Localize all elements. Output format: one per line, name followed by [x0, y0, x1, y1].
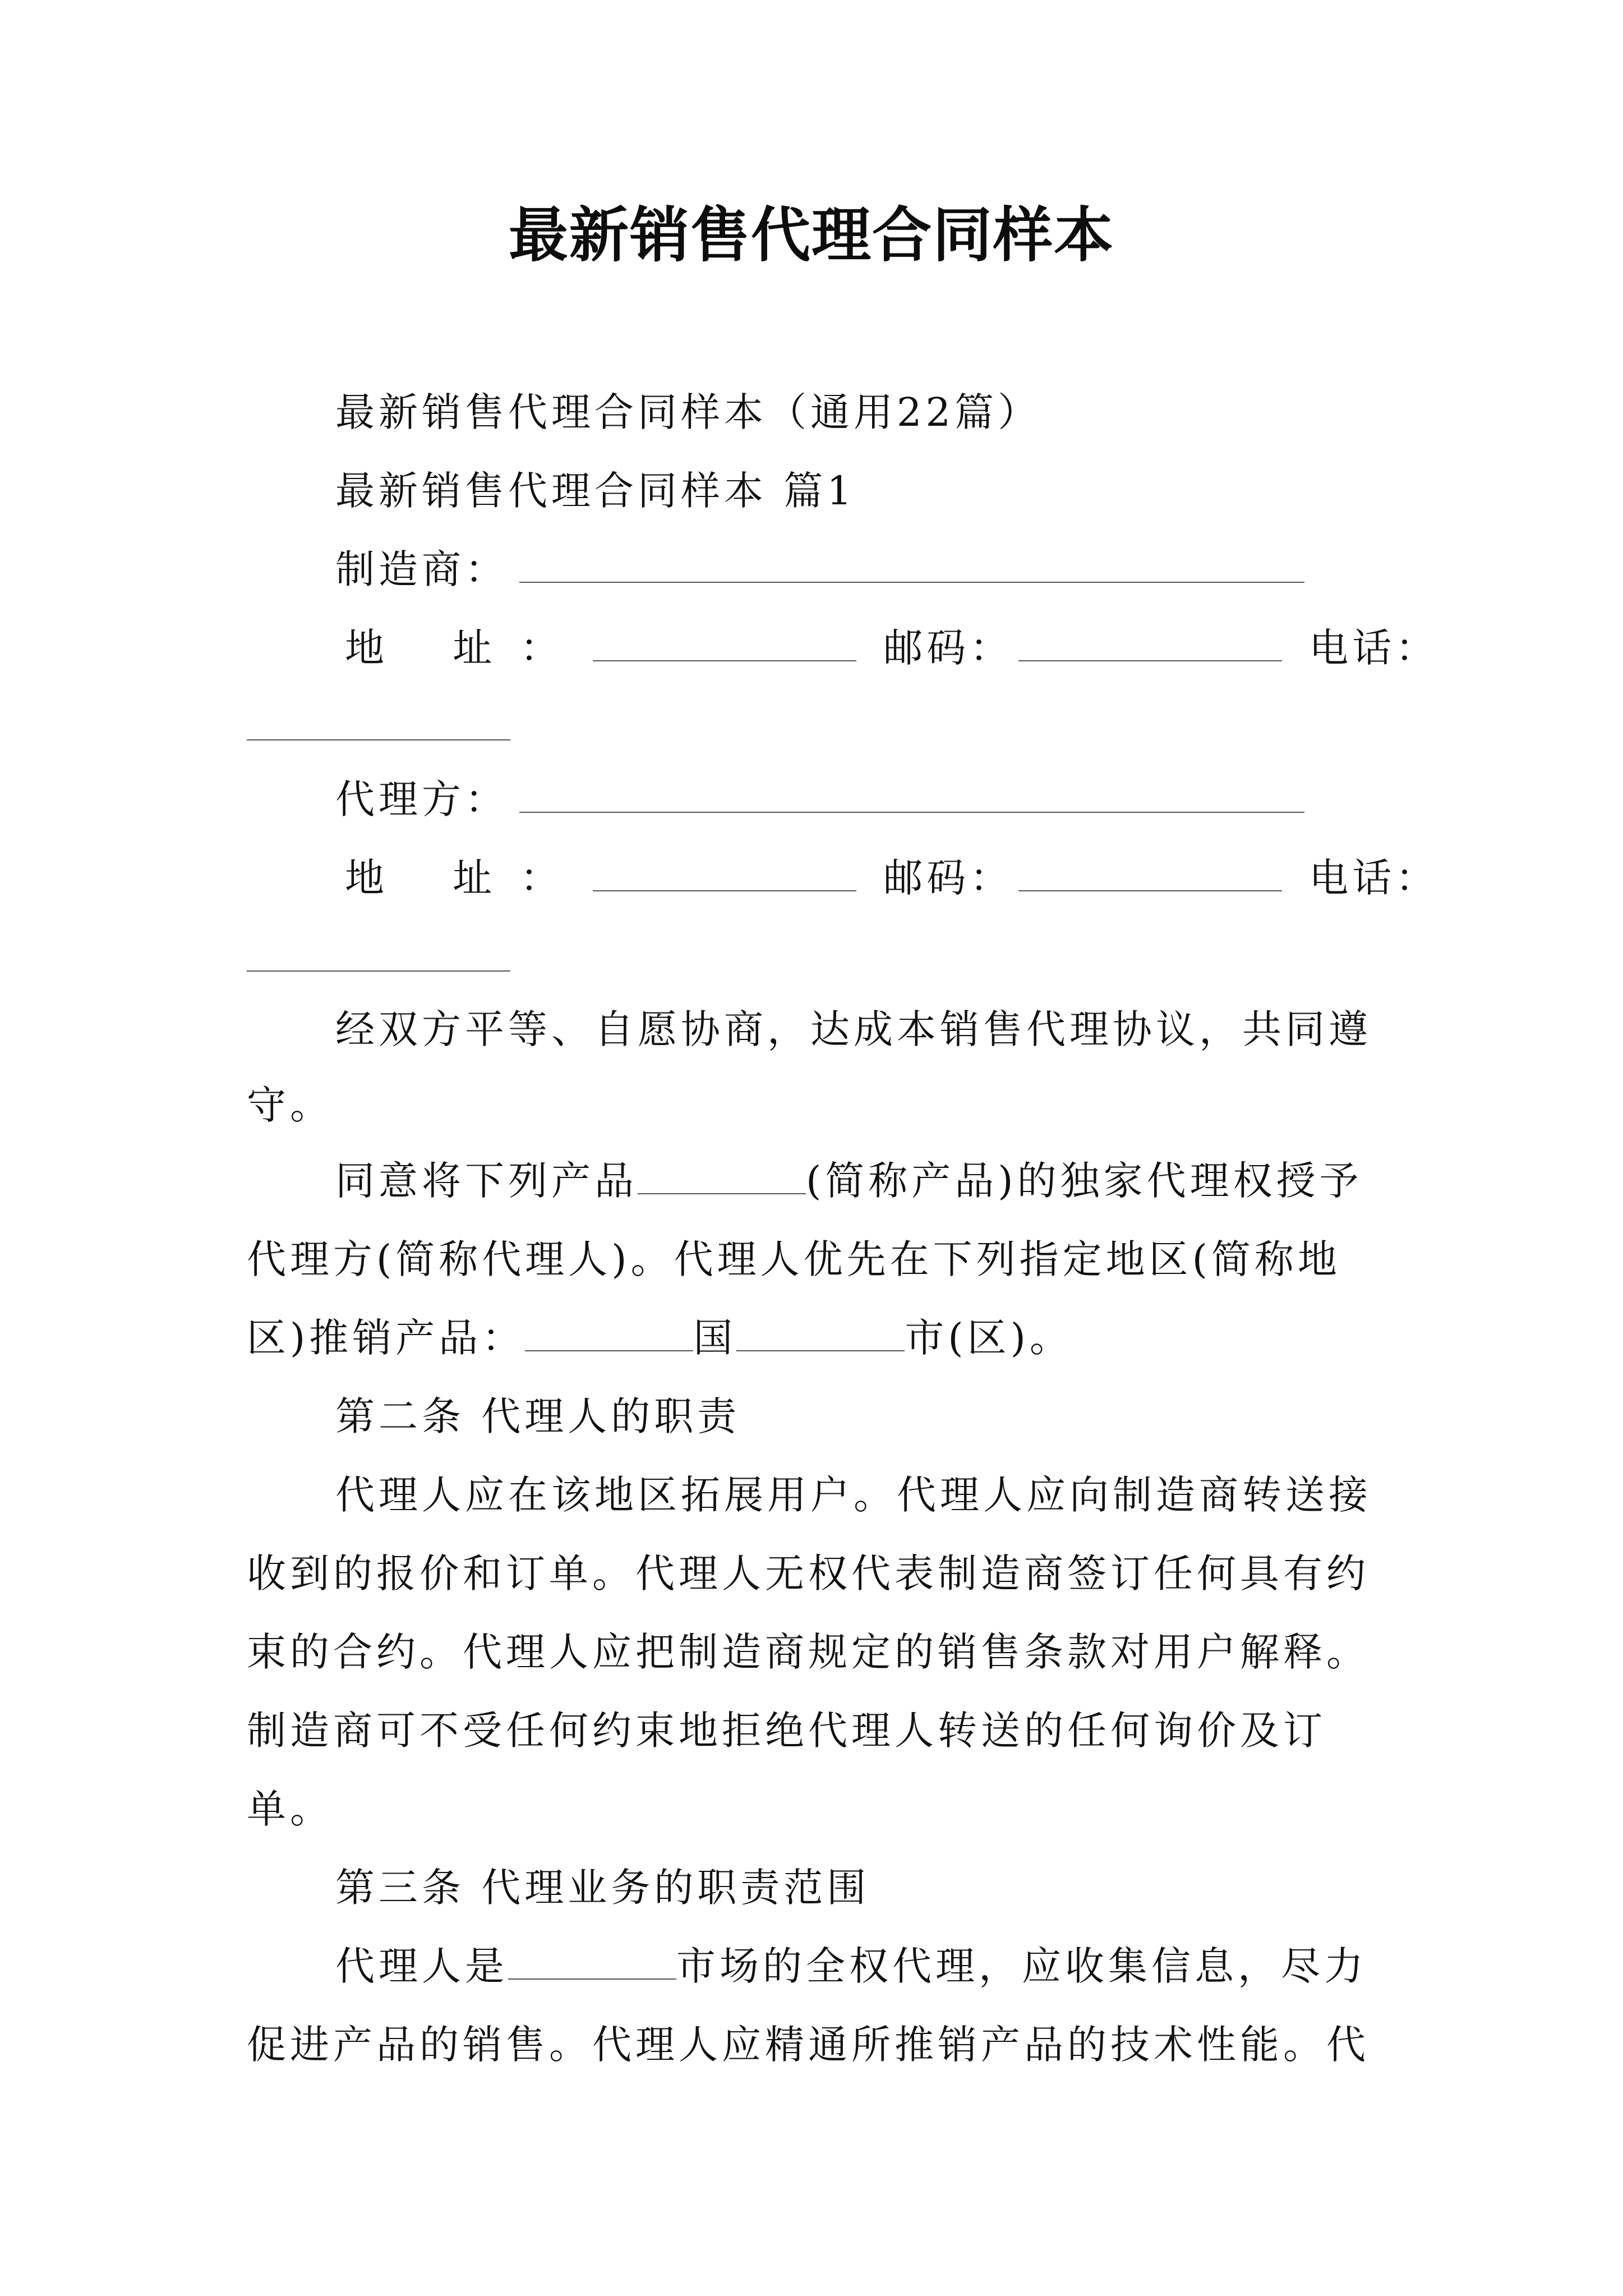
grant-paragraph-line	[247, 1313, 1073, 1363]
address-label: 地 址：	[345, 855, 588, 901]
article3-text: 代理人是	[335, 1943, 508, 1989]
city-blank	[736, 1317, 905, 1351]
address-blank	[593, 627, 856, 661]
grant-text: 市(区)。	[905, 1315, 1073, 1361]
country-blank	[525, 1317, 693, 1351]
section-heading: 最新销售代理合同样本 篇1	[335, 468, 856, 514]
phone-label: 电话：	[1309, 855, 1439, 901]
grant-text: 国	[693, 1315, 737, 1361]
market-blank	[508, 1945, 676, 1980]
postcode-blank	[1018, 627, 1282, 661]
article2-line: 代理人应在该地区拓展用户。代理人应向制造商转送接	[335, 1472, 1372, 1518]
agent-row	[335, 774, 1304, 825]
address-label: 地 址：	[345, 625, 588, 671]
agent-blank	[519, 778, 1304, 813]
manufacturer-label: 制造商：	[335, 546, 508, 592]
grant-text: 同意将下列产品	[335, 1158, 638, 1204]
article3-heading: 第三条 代理业务的职责范围	[335, 1865, 870, 1911]
article2-line: 收到的报价和订单。代理人无权代表制造商签订任何具有约	[247, 1550, 1370, 1596]
postcode-label: 邮码：	[883, 625, 1013, 671]
agreement-paragraph-line: 守。	[247, 1082, 333, 1128]
grant-text: 区)推销产品：	[247, 1315, 525, 1361]
document-title: 最新销售代理合同样本	[509, 201, 1114, 270]
address-blank	[593, 857, 856, 891]
postcode-label: 邮码：	[883, 855, 1013, 901]
phone-blank	[247, 739, 510, 740]
article2-heading: 第二条 代理人的职责	[335, 1393, 741, 1439]
agent-address-row	[345, 853, 1438, 903]
agreement-paragraph-line: 经双方平等、自愿协商，达成本销售代理协议，共同遵	[335, 1006, 1372, 1052]
phone-label: 电话：	[1309, 625, 1439, 671]
article2-line: 束的合约。代理人应把制造商规定的销售条款对用户解释。	[247, 1629, 1370, 1675]
phone-blank	[247, 970, 510, 972]
agent-label: 代理方：	[335, 776, 508, 822]
grant-paragraph-line	[335, 1156, 1363, 1206]
document-subtitle: 最新销售代理合同样本（通用22篇）	[335, 389, 1041, 435]
article2-line: 制造商可不受任何约束地拒绝代理人转送的任何询价及订	[247, 1708, 1326, 1754]
grant-text: (简称产品)的独家代理权授予	[806, 1158, 1363, 1204]
grant-paragraph-line: 代理方(简称代理人)。代理人优先在下列指定地区(简称地	[247, 1236, 1341, 1282]
article2-line: 单。	[247, 1786, 333, 1832]
article3-line: 促进产品的销售。代理人应精通所推销产品的技术性能。代	[247, 2022, 1370, 2068]
article3-text: 市场的全权代理，应收集信息，尽力	[676, 1943, 1367, 1989]
manufacturer-row	[335, 544, 1304, 595]
article3-line	[335, 1941, 1367, 1991]
manufacturer-address-row	[345, 623, 1438, 673]
manufacturer-blank	[519, 548, 1304, 583]
product-blank	[638, 1159, 806, 1194]
postcode-blank	[1018, 857, 1282, 891]
